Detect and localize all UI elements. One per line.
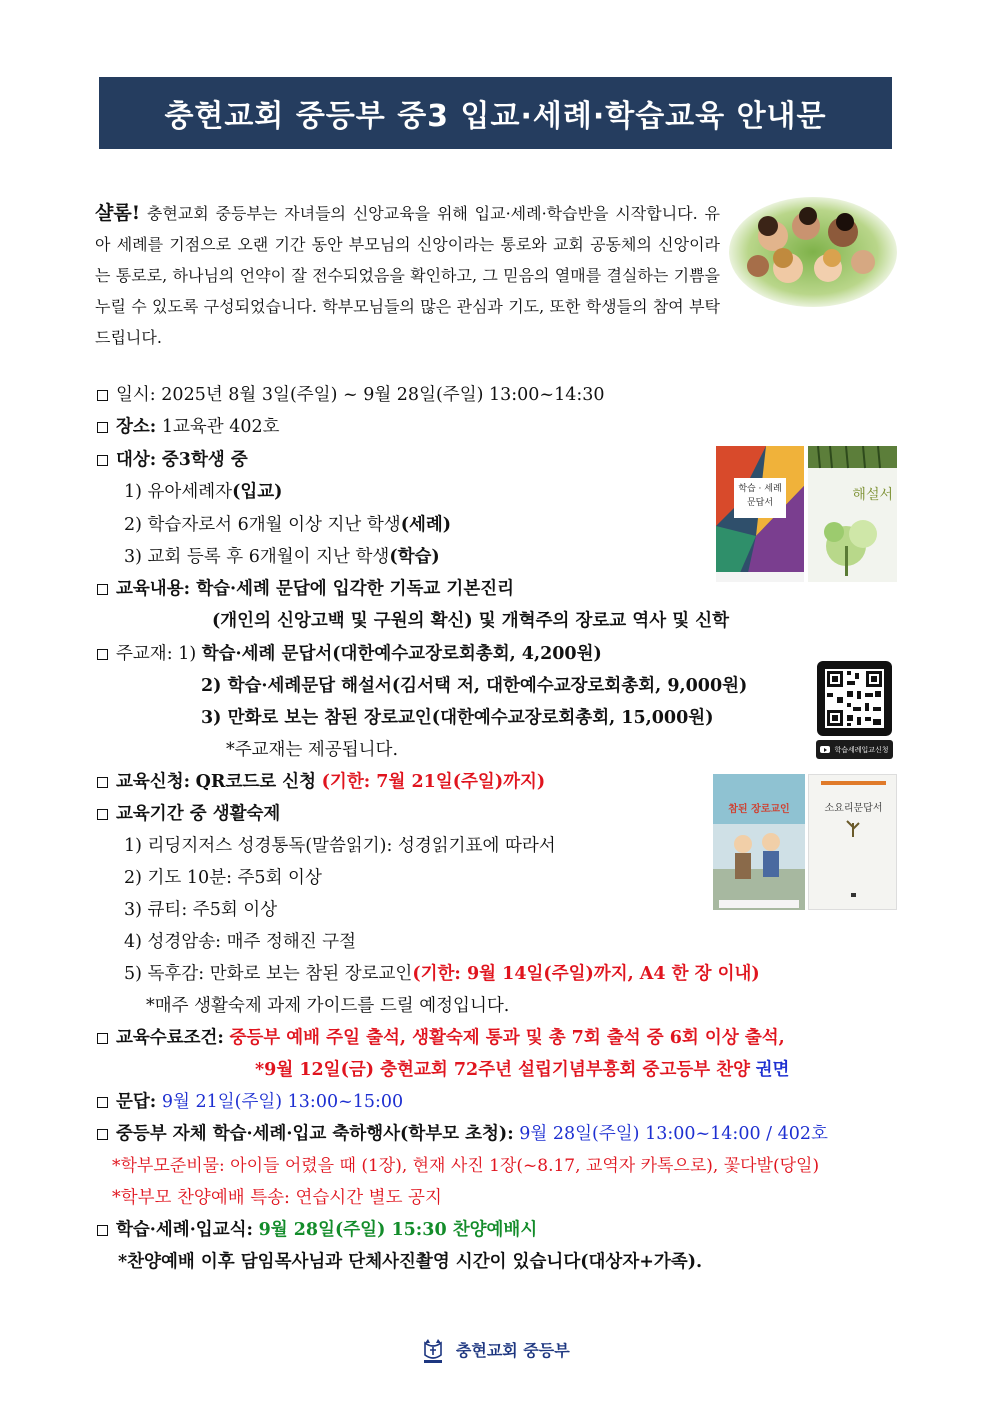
- target-item: 2) 학습자로서 6개월 이상 지난 학생(세례): [124, 515, 452, 535]
- footer-text: 충현교회 중등부: [455, 1341, 570, 1360]
- celebration-note: *학부모준비물: 아이들 어렸을 때 (1장), 현재 사진 1장(~8.17, 교역자 카톡으로), 꽃다발(당일): [112, 1156, 820, 1176]
- homework-item: 5) 독후감: 만화로 보는 참된 장로교인(기한: 9월 14일(주일)까지, A4 한 장 이내): [124, 964, 760, 984]
- section-textbook: 주교재: 1) 학습·세례 문답서(대한예수교장로회총회, 4,200원): [97, 643, 602, 665]
- church-logo-icon: [422, 1339, 444, 1365]
- completion-line2: *9월 12일(금) 충현교회 72주년 설립기념부흥회 중고등부 찬양 권면: [255, 1060, 790, 1080]
- book-title: 소요리문답서: [824, 803, 883, 814]
- checkbox-icon: [97, 1097, 108, 1108]
- checkbox-icon: [97, 649, 108, 660]
- section-apply: 교육신청: QR코드로 신청 (기한: 7월 21일(주일)까지): [97, 771, 545, 793]
- textbook-item: 3) 만화로 보는 참된 장로교인(대한예수교장로회총회, 15,000원): [201, 708, 714, 728]
- section-completion: 교육수료조건: 중등부 예배 주일 출석, 생활숙제 통과 및 총 7회 출석 중 6회 이상 출석,: [97, 1027, 785, 1049]
- checkbox-icon: [97, 390, 108, 401]
- section-place: 장소: 1교육관 402호: [97, 416, 280, 438]
- qr-caption: 학습세례입교신청: [816, 740, 893, 759]
- book-title: 해설서: [852, 487, 893, 503]
- section-content: 교육내용: 학습·세례 문답에 입각한 기독교 기본진리: [97, 578, 514, 600]
- section-target: 대상: 중3학생 중: [97, 449, 248, 471]
- greeting: 샬롬!: [95, 202, 141, 224]
- checkbox-icon: [97, 584, 108, 595]
- book-cover-comic: [713, 774, 805, 910]
- book-art: [808, 446, 897, 582]
- section-ceremony: 학습·세례·입교식: 9월 28일(주일) 15:30 찬양예배시: [97, 1219, 537, 1241]
- book-art: [713, 774, 805, 910]
- ceremony-note: *찬양예배 이후 담임목사님과 단체사진촬영 시간이 있습니다(대상자+가족).: [118, 1252, 703, 1272]
- target-item: 1) 유아세례자(입교): [124, 482, 283, 502]
- homework-note: *매주 생활숙제 과제 가이드를 드릴 예정입니다.: [146, 996, 510, 1016]
- book-cover-commentary: [808, 446, 897, 582]
- checkbox-icon: [97, 1033, 108, 1044]
- target-item: 3) 교회 등록 후 6개월이 지난 학생(학습): [124, 547, 440, 567]
- checkbox-icon: [97, 455, 108, 466]
- page-title: 충현교회 중등부 중3 입교·세례·학습교육 안내문: [99, 77, 892, 149]
- content-line2: (개인의 신앙고백 및 구원의 확신) 및 개혁주의 장로교 역사 및 신학: [212, 611, 730, 631]
- qr-code[interactable]: [817, 661, 892, 736]
- textbook-note: *주교재는 제공됩니다.: [226, 740, 399, 760]
- homework-item: 4) 성경암송: 매주 정해진 구절: [124, 932, 357, 952]
- kids-photo: [728, 196, 898, 308]
- checkbox-icon: [97, 422, 108, 433]
- footer: [0, 1338, 992, 1365]
- book-art: [809, 775, 897, 910]
- checkbox-icon: [97, 1225, 108, 1236]
- homework-item: 2) 기도 10분: 주5회 이상: [124, 868, 322, 888]
- book-title: 참된 장로교인: [728, 804, 790, 815]
- section-interview: 문답: 9월 21일(주일) 13:00~15:00: [97, 1091, 403, 1113]
- celebration-note: *학부모 찬양예배 특송: 연습시간 별도 공지: [112, 1188, 442, 1208]
- homework-item: 3) 큐티: 주5회 이상: [124, 900, 278, 920]
- section-date: 일시: 2025년 8월 3일(주일) ~ 9월 28일(주일) 13:00~14:30: [97, 384, 605, 406]
- book-art: [716, 446, 804, 582]
- intro-paragraph: [95, 198, 720, 353]
- play-icon: [820, 746, 830, 753]
- textbook-item: 2) 학습·세례문답 해설서(김서택 저, 대한예수교장로회총회, 9,000원): [201, 676, 748, 696]
- section-homework: 교육기간 중 생활숙제: [97, 803, 280, 825]
- intro-text: 충현교회 중등부는 자녀들의 신앙교육을 위해 입교·세례·학습반을 시작합니다. 유아 세례를 기점으로 오랜 기간 동안 부모님의 신앙이라는 통로와 교회 공동체의 신앙이라는 통로로, 하나님의 언약이 잘 전수되었음을 확인하고, 그 믿음의 열매를 결실하는 기쁨을 누릴 수 있도록 구성되었습니다. 학부모님들의 많은 관심과 기도, 또한 학생들의 참여 부탁드립니다.: [95, 204, 720, 347]
- homework-item: 1) 리딩지저스 성경통독(말씀읽기): 성경읽기표에 따라서: [124, 836, 556, 856]
- book-cover-shorter-catechism: [808, 774, 897, 910]
- book-title: 학습 · 세례 문답서: [738, 484, 782, 508]
- checkbox-icon: [97, 1129, 108, 1140]
- checkbox-icon: [97, 809, 108, 820]
- checkbox-icon: [97, 777, 108, 788]
- qr-code-icon: [817, 661, 892, 736]
- section-celebration: 중등부 자체 학습·세례·입교 축하행사(학부모 초청): 9월 28일(주일) 13:00~14:00 / 402호: [97, 1123, 828, 1145]
- book-cover-catechism: [716, 446, 804, 582]
